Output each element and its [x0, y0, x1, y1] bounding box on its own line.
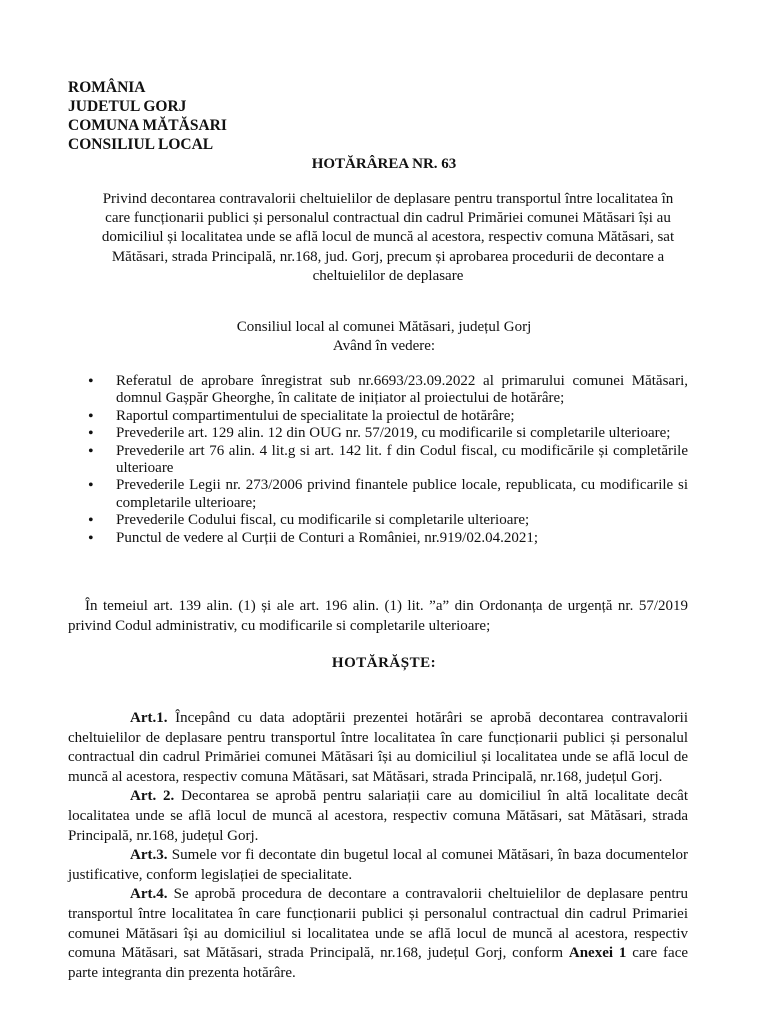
- issuer-header: [68, 78, 227, 154]
- article-3: [68, 846, 688, 885]
- consideration-item: • Prevederile Codului fiscal, cu modificarile si completarile ulterioare;: [88, 512, 688, 529]
- consideration-item: • Referatul de aprobare înregistrat sub nr.6693/23.09.2022 al primarului comunei Mătăsari, domnul Gașpăr Gheorghe, în calitate de inițiator al proiectului de hotărâre;: [88, 373, 688, 408]
- header-country: ROMÂNIA: [68, 79, 146, 96]
- article-text: Decontarea se aprobă pentru salariații care au domiciliul în altă localitate decât localitatea unde se află locul de muncă al acestora, respectiv comuna Mătăsari, sat Mătăsari, strada Principală, nr.168, județul Gorj.: [68, 788, 688, 844]
- consideration-item: • Prevederile Legii nr. 273/2006 privind finantele publice locale, republicata, cu modificarile si completarile ulterioare;: [88, 477, 688, 512]
- article-text: Începând cu data adoptării prezentei hotărâri se aprobă decontarea contravalorii cheltuielilor de deplasare pentru transportul între localitatea în care funcționarii publici și personalul contractual din cadrul Primăriei comunei Mătăsari își au domiciliul și localitatea unde se află locul de muncă al acestora, respectiv comuna Mătăsari, sat Mătăsari, strada Principală, nr.168, județul Gorj.: [68, 710, 689, 785]
- header-county: JUDETUL GORJ: [68, 98, 187, 115]
- article-2: [68, 787, 688, 846]
- article-label: Art. 2.: [130, 788, 175, 805]
- consideration-item: • Prevederile art. 129 alin. 12 din OUG nr. 57/2019, cu modificarile si completarile ulterioare;: [88, 425, 688, 442]
- header-commune: COMUNA MĂTĂSARI: [68, 117, 227, 134]
- decision-subject: Privind decontarea contravalorii cheltuielilor de deplasare pentru transportul între localitatea în care funcționarii publici și personalul contractual din cadrul Primăriei comunei Mătăsari își au domiciliul și localitatea unde se află locul de muncă al acestora, respectiv comuna Mătăsari, sat Mătăsari, strada Principală, nr.168, jud. Gorj, precum și aprobarea procedurii de decontare a cheltuielilor de deplasare: [101, 191, 675, 284]
- legal-basis: În temeiul art. 139 alin. (1) și ale art. 196 alin. (1) lit. ”a” din Ordonanța de urgență nr. 57/2019 privind Codul administrativ, cu modificarile si completarile ulterioare;: [68, 598, 688, 634]
- articles-section: [68, 709, 688, 983]
- article-label: Art.3.: [130, 847, 168, 864]
- article-4: [68, 885, 688, 983]
- article-text: Se aprobă procedura de decontare a contravalorii cheltuielilor de deplasare pentru transportul între localitatea în care funcționarii publici și personalul contractual din cadrul Primariei comunei Mătăsari își au domiciliul si localitatea unde se află locul de muncă al acestora, respectiv comuna Mătăsari, sat Mătăsari, strada Principală, nr.168, județul Gorj, conform: [68, 886, 689, 962]
- article-text: Sumele vor fi decontate din bugetul local al comunei Mătăsari, în baza documentelor justificative, conform legislației de specialitate.: [68, 847, 688, 883]
- consideration-item: • Punctul de vedere al Curții de Conturi a României, nr.919/02.04.2021;: [88, 530, 688, 547]
- intro-considering: Având în vedere:: [332, 338, 436, 354]
- decision-title: HOTĂRÂREA NR. 63: [311, 156, 457, 172]
- article-text-end: care face parte integranta din prezenta hotărâre.: [68, 945, 689, 981]
- header-council: CONSILIUL LOCAL: [68, 136, 214, 153]
- considerations-list: [88, 373, 688, 547]
- article-label: Art.4.: [130, 886, 168, 903]
- consideration-item: • Prevederile art 76 alin. 4 lit.g si art. 142 lit. f din Codul fiscal, cu modificările și completările ulterioare: [88, 443, 688, 478]
- consideration-item: • Raportul compartimentului de specialitate la proiectul de hotărâre;: [88, 408, 688, 425]
- article-1: [68, 709, 688, 787]
- annex-reference: Anexei 1: [568, 945, 627, 962]
- intro-council: Consiliul local al comunei Mătăsari, județul Gorj: [236, 319, 532, 335]
- article-label: Art.1.: [130, 710, 168, 726]
- intro-block: [0, 318, 768, 356]
- decides-heading: HOTĂRĂȘTE:: [331, 655, 437, 671]
